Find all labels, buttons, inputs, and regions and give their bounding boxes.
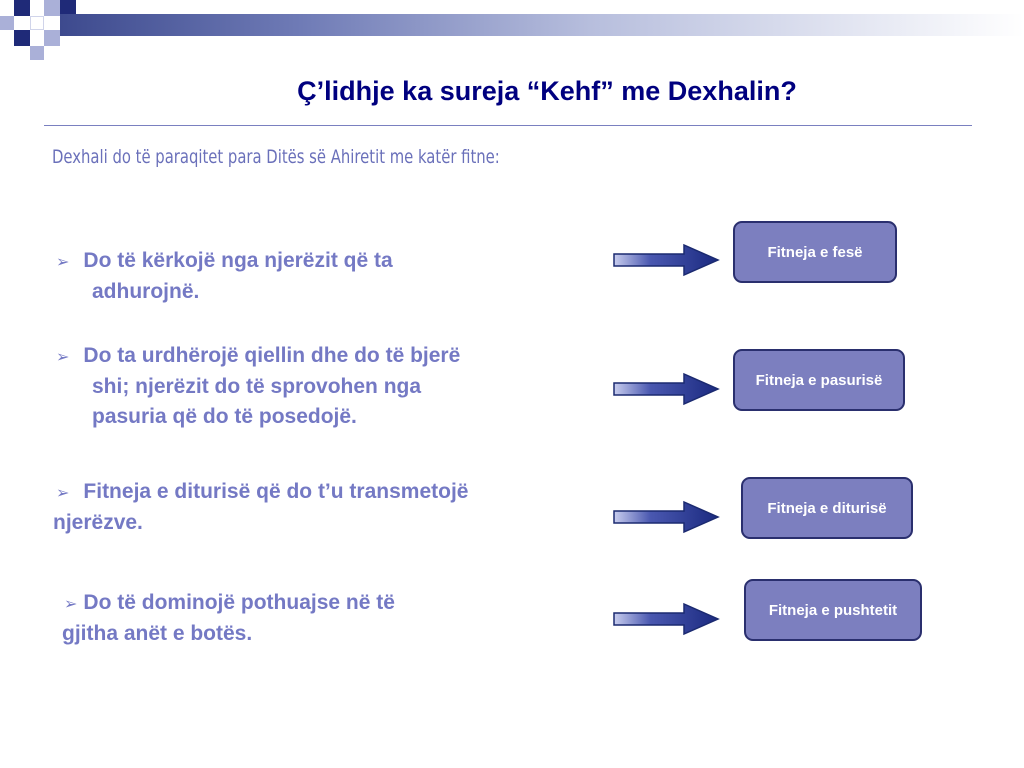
- right-arrow-icon: [612, 243, 722, 277]
- fitne-box-religion: Fitneja e fesë: [733, 221, 897, 283]
- slide-subtitle: Dexhali do të paraqitet para Ditës së Ahiretit me katër fitne:: [52, 146, 500, 168]
- slide-title: Ç’lidhje ka sureja “Kehf” me Dexhalin?: [297, 76, 797, 106]
- fitne-box-wealth: Fitneja e pasurisë: [733, 349, 905, 411]
- fitne-box-knowledge: Fitneja e diturisë: [741, 477, 913, 539]
- arrow-bullet-icon: ➢: [64, 594, 78, 613]
- header-gradient-band: [60, 14, 1024, 36]
- right-arrow-icon: [612, 372, 722, 406]
- list-item-text: Fitneja e diturisë që do t’u transmetojë: [83, 480, 469, 503]
- title-divider: [44, 125, 972, 126]
- arrow-bullet-icon: ➢: [56, 347, 70, 366]
- list-item-line: [56, 402, 460, 432]
- right-arrow-icon: [612, 602, 722, 636]
- list-item-text: Do të kërkojë nga njerëzit që ta: [83, 249, 393, 272]
- list-item-text: pasuria që do të posedojë.: [92, 405, 357, 428]
- right-arrow-icon: [612, 500, 722, 534]
- list-item-line: [56, 277, 393, 307]
- list-item-line: [56, 246, 393, 277]
- list-item-3: [53, 477, 469, 538]
- list-item-line: [56, 341, 460, 372]
- list-item-line: [62, 619, 395, 649]
- list-item-line: [53, 508, 468, 538]
- list-item-text: adhurojnë.: [92, 280, 200, 303]
- list-item-4: [64, 588, 395, 649]
- list-item-1: [56, 246, 393, 307]
- list-item-text: gjitha anët e botës.: [62, 622, 253, 645]
- list-item-text: shi; njerëzit do të sprovohen nga: [92, 375, 422, 398]
- list-item-line: [56, 477, 468, 508]
- arrow-bullet-icon: ➢: [56, 483, 70, 502]
- list-item-line: [56, 372, 460, 402]
- list-item-line: [64, 588, 395, 619]
- list-item-text: Do të dominojë pothuajse në të: [83, 591, 395, 614]
- arrow-bullet-icon: ➢: [56, 252, 70, 271]
- list-item-2: [56, 341, 460, 432]
- list-item-text: njerëzve.: [53, 511, 143, 534]
- list-item-text: Do ta urdhërojë qiellin dhe do të bjerë: [83, 344, 461, 367]
- fitne-box-power: Fitneja e pushtetit: [744, 579, 922, 641]
